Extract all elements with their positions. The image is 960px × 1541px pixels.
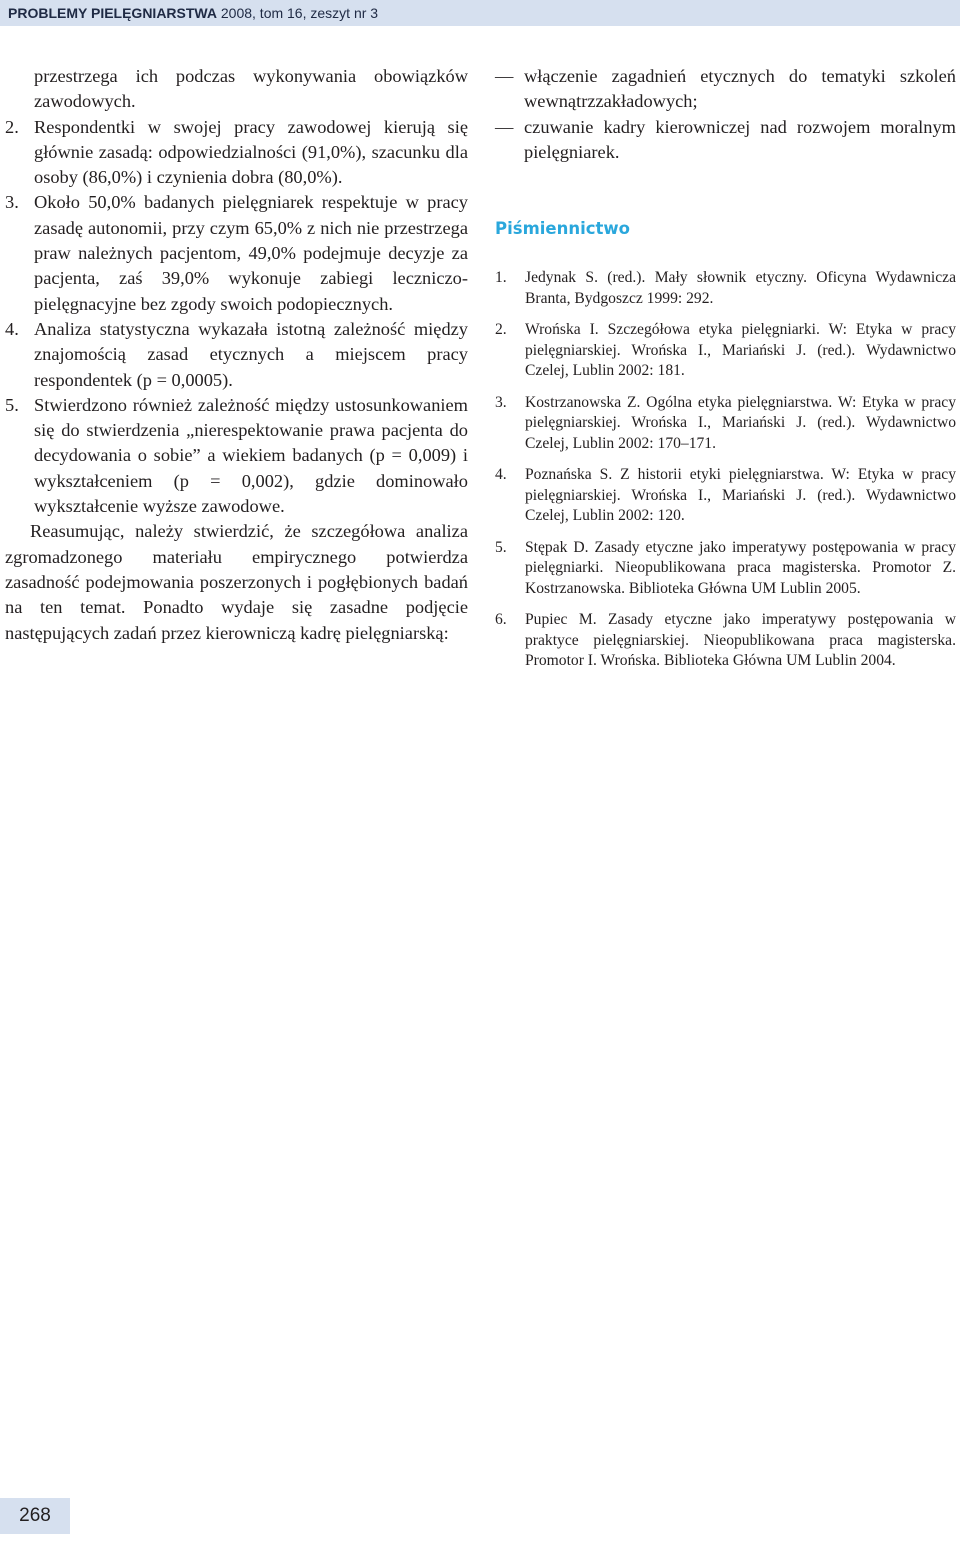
conclusion-item [5, 393, 468, 519]
reference-number: 3. [495, 393, 507, 411]
summary-paragraph: Reasumując, należy stwierdzić, że szczegółowa analiza zgromadzonego materiału empirycznego potwierdza zasadność podejmowania poszerzonych i pogłębionych badań na ten temat. Ponadto wydaje się zasadne podjęcie następujących zadań przez kierowniczą kadrę pielęgniarską: [5, 521, 468, 643]
journal-title: PROBLEMY PIELĘGNIARSTWA [8, 5, 217, 21]
conclusion-item [5, 190, 468, 316]
right-column [495, 64, 956, 669]
reference-text: Jedynak S. (red.). Mały słownik etyczny. Oficyna Wydawnicza Branta, Bydgoszcz 1999: 292. [525, 269, 956, 307]
item-number: 5. [5, 394, 19, 415]
issue-info: 2008, tom 16, zeszyt nr 3 [216, 5, 379, 21]
references-list [495, 268, 956, 683]
item-number: 4. [5, 318, 19, 339]
reference-number: 6. [495, 611, 507, 628]
conclusion-item [5, 317, 468, 393]
reference-item [495, 538, 956, 600]
task-item [495, 115, 956, 166]
item-number: 3. [5, 192, 19, 213]
left-column [5, 64, 468, 646]
reference-text: Kostrzanowska Z. Ogólna etyka pielęgniarstwa. W: Etyka w pracy pielęgniarskiej. Wrońska I., Mariański J. (red.). Wydawnictwo Czelej, Lublin 2002: 170–171. [525, 393, 956, 452]
reference-number: 2. [495, 321, 507, 338]
reference-item [495, 320, 956, 382]
task-item [495, 64, 956, 115]
page-number-box [0, 1498, 70, 1534]
reference-item [495, 393, 956, 455]
references-heading: Piśmiennictwo [495, 219, 631, 238]
reference-text: Pupiec M. Zasady etyczne jako imperatywy postępowania w praktyce pielęgniarskiej. Nieopublikowana praca magisterska. Promotor I. Wrońska. Biblioteka Główna UM Lublin 2004. [525, 611, 956, 669]
page-number: 268 [19, 1505, 51, 1526]
reference-text: Poznańska S. Z historii etyki pielęgniarstwa. W: Etyka w pracy pielęgniarskiej. Wrońska I., Mariański J. (red.). Wydawnictwo Czelej, Lublin 2002: 120. [525, 466, 956, 524]
item-text: Około 50,0% badanych pielęgniarek respektuje w pracy zasadę autonomii, przy czym 65,0% z nich nie przestrzega praw należnych pacjentom, 49,0% podejmuje decyzje za pacjenta, zaś 39,0% wykonuje zabiegi leczniczo-pielęgnacyjne bez zgody swoich podopiecznych. [34, 192, 468, 314]
dash-marker: — [495, 66, 514, 86]
reference-number: 1. [495, 269, 507, 286]
reference-text: Wrońska I. Szczegółowa etyka pielęgniarki. W: Etyka w pracy pielęgniarskiej. Wrońska I., Mariański J. (red.). Wydawnictwo Czelej, Lublin 2002: 181. [525, 321, 956, 379]
task-list [495, 64, 956, 165]
reference-number: 4. [495, 466, 507, 483]
task-text: włączenie zagadnień etycznych do tematyki szkoleń wewnątrzzakładowych; [524, 66, 956, 112]
item-text: Stwierdzono również zależność między ustosunkowaniem się do stwierdzenia „nierespektowanie prawa pacjenta do decydowania o sobie” a wiekiem badanych (p = 0,009) i wykształceniem (p = 0,002), gdzie dominowało wykształcenie wyższe zawodowe. [34, 394, 468, 517]
continued-text: przestrzega ich podczas wykonywania obowiązków zawodowych. [34, 66, 468, 112]
reference-item [495, 268, 956, 309]
task-text: czuwanie kadry kierowniczej nad rozwojem moralnym pielęgniarek. [524, 116, 956, 162]
conclusion-item [5, 115, 468, 191]
reference-number: 5. [495, 538, 507, 556]
running-header-text [8, 3, 378, 23]
item-text: Respondentki w swojej pracy zawodowej kierują się głównie zasadą: odpowiedzialności (91,0%), szacunku dla osoby (86,0%) i czynienia dobra (80,0%). [34, 116, 468, 188]
item-number: 2. [5, 116, 19, 137]
dash-marker: — [495, 116, 514, 137]
reference-item [495, 465, 956, 527]
item-text: Analiza statystyczna wykazała istotną zależność między znajomością zasad etycznych a miejscem pracy respondentek (p = 0,0005). [34, 318, 468, 390]
reference-text: Stępak D. Zasady etyczne jako imperatywy postępowania w pracy pielęgniarki. Nieopublikowana praca magisterska. Promotor Z. Kostrzanowska. Biblioteka Główna UM Lublin 2005. [525, 538, 956, 597]
running-header [0, 0, 960, 26]
reference-item [495, 610, 956, 672]
